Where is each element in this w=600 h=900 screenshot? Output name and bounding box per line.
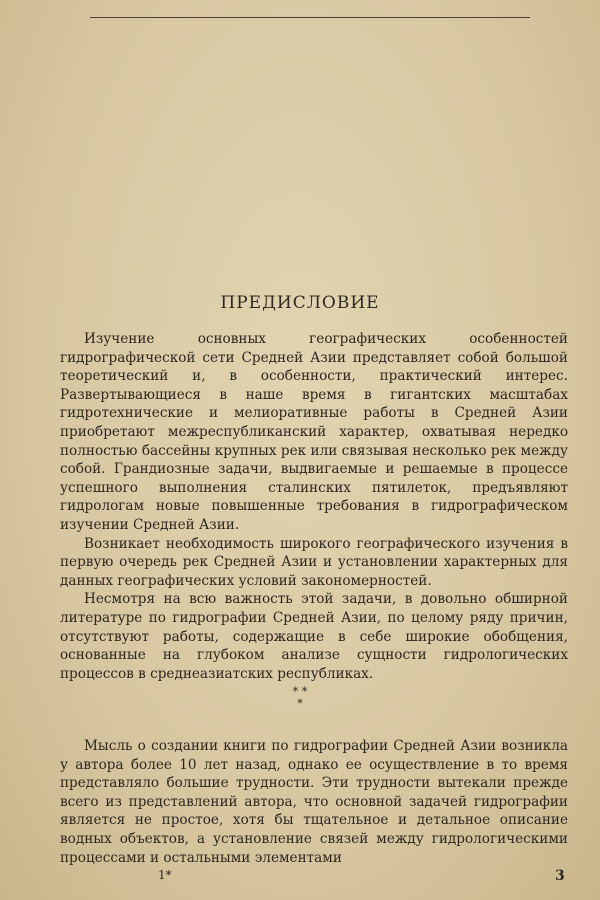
top-rule: [90, 17, 530, 18]
paragraph-1: Изучение основных географических особенностей гидрографической сети Средней Азии представляет собой большой теоретический и, в особенности, практический интерес. Развертывающиеся в наше время в гигантских масштабах гидротехнические и мелиоративные работы в Средней Азии приобретают межреспубликанский характер, охватывая нередко полностью бассейны крупных рек или связывая несколько рек между собой. Грандиозные задачи, выдвигаемые и решаемые в процессе успешного выполнения сталинских пятилеток, предъявляют гидрологам новые повышенные требования в гидрографическом изучении Средней Азии.: [60, 331, 568, 533]
continuation-text: [60, 737, 568, 867]
paragraph-2: Возникает необходимость широкого географического изучения в первую очередь рек Средней Азии и установлении характерных для данных географических условий закономерностей.: [60, 535, 568, 589]
asterism-top: * *: [292, 685, 308, 698]
page-title: ПРЕДИСЛОВИЕ: [220, 293, 380, 313]
page-number: 3: [555, 868, 565, 884]
paragraph-4: Мысль о создании книги по гидрографии Средней Азии возникла у автора более 10 лет назад, однако ее осуществление в то время представляло большие трудности. Эти трудности вытекали прежде всего из представлений автора, что основной задачей гидрографии является не простое, хотя бы тщательное и детальное описание водных объектов, а установление связей между гидрологическими процессами и остальными элементами: [60, 738, 568, 866]
signature-mark: 1*: [158, 868, 172, 882]
asterism-bottom: *: [297, 697, 303, 710]
paragraph-3: Несмотря на всю важность этой задачи, в довольно обширной литературе по гидрографии Средней Азии, по целому ряду причин, отсутствуют работы, содержащие в себе широкие обобщения, основанные на глубоком анализе сущности гидрологических процессов в среднеазиатских республиках.: [60, 591, 568, 682]
asterism-divider: [0, 686, 600, 710]
preface-text: [60, 330, 568, 683]
